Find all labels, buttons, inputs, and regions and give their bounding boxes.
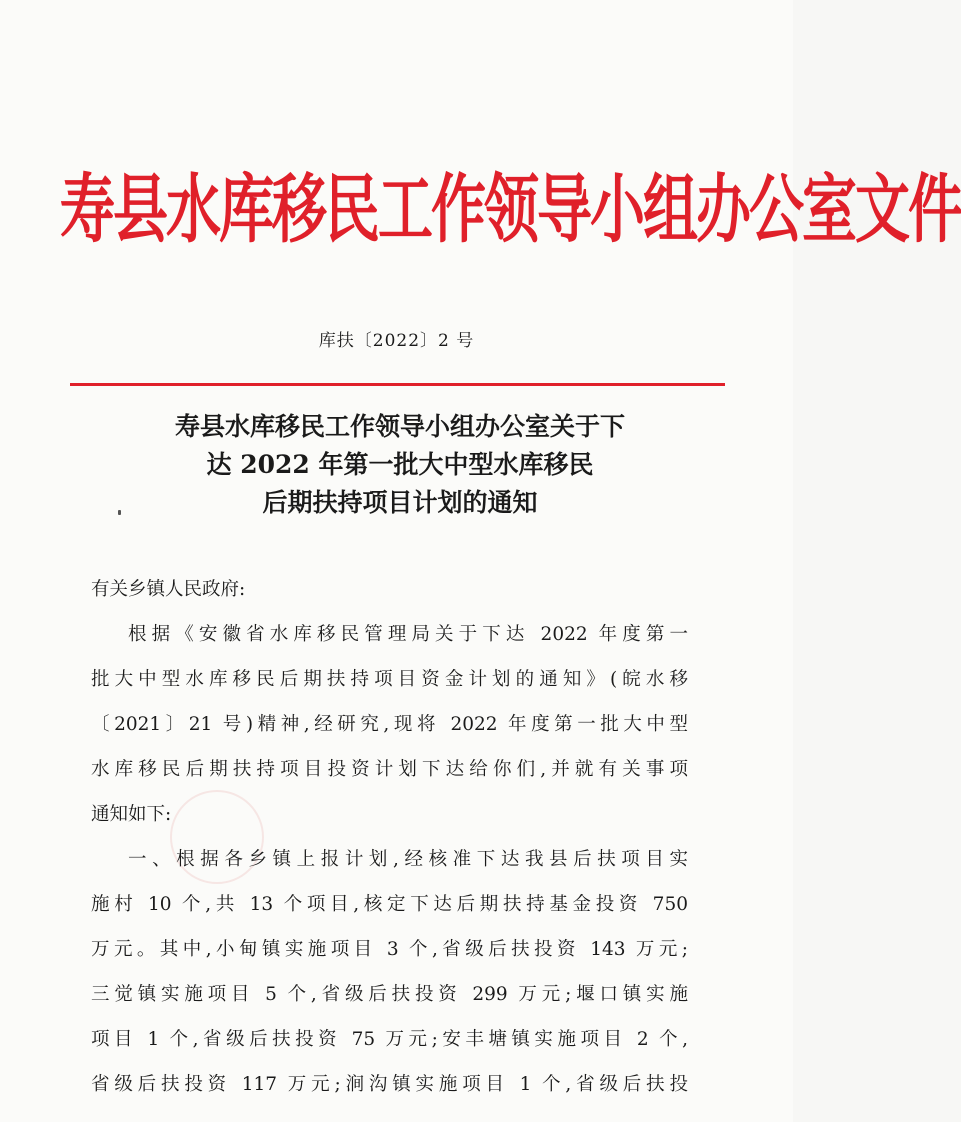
notice-title-line: 达 2022 年第一批大中型水库移民 bbox=[206, 450, 594, 479]
red-divider-line bbox=[70, 383, 725, 386]
salutation: 有关乡镇人民政府: bbox=[91, 579, 246, 600]
notice-title bbox=[80, 408, 720, 522]
body-line: 水库移民后期扶持项目投资计划下达给你们,并就有关事项 bbox=[91, 759, 688, 780]
document-number: 库扶〔2022〕2 号 bbox=[318, 331, 475, 351]
body-line: 省级后扶投资 117 万元;涧沟镇实施项目 1 个,省级后扶投 bbox=[91, 1074, 688, 1095]
body-line: 〔2021〕21 号)精神,经研究,现将 2022 年度第一批大中型 bbox=[91, 714, 688, 735]
notice-body bbox=[91, 567, 688, 1107]
body-line: 项目 1 个,省级后扶投资 75 万元;安丰塘镇实施项目 2 个, bbox=[91, 1029, 688, 1050]
body-line: 通知如下: bbox=[91, 804, 172, 825]
body-line: 施村 10 个,共 13 个项目,核定下达后期扶持基金投资 750 bbox=[91, 894, 688, 915]
body-line: 批大中型水库移民后期扶持项目资金计划的通知》(皖水移 bbox=[91, 669, 688, 690]
notice-title-line: 后期扶持项目计划的通知 bbox=[262, 488, 538, 517]
body-line: 一、根据各乡镇上报计划,经核准下达我县后扶项目实 bbox=[128, 849, 688, 870]
document-header-title: 寿县水库移民工作领导小组办公室文件 bbox=[60, 164, 961, 253]
notice-title-line: 寿县水库移民工作领导小组办公室关于下 bbox=[174, 412, 625, 441]
body-line: 根据《安徽省水库移民管理局关于下达 2022 年度第一 bbox=[128, 624, 688, 645]
body-line: 万元。其中,小甸镇实施项目 3 个,省级后扶投资 143 万元; bbox=[91, 939, 688, 960]
body-line: 三觉镇实施项目 5 个,省级后扶投资 299 万元;堰口镇实施 bbox=[91, 984, 688, 1005]
